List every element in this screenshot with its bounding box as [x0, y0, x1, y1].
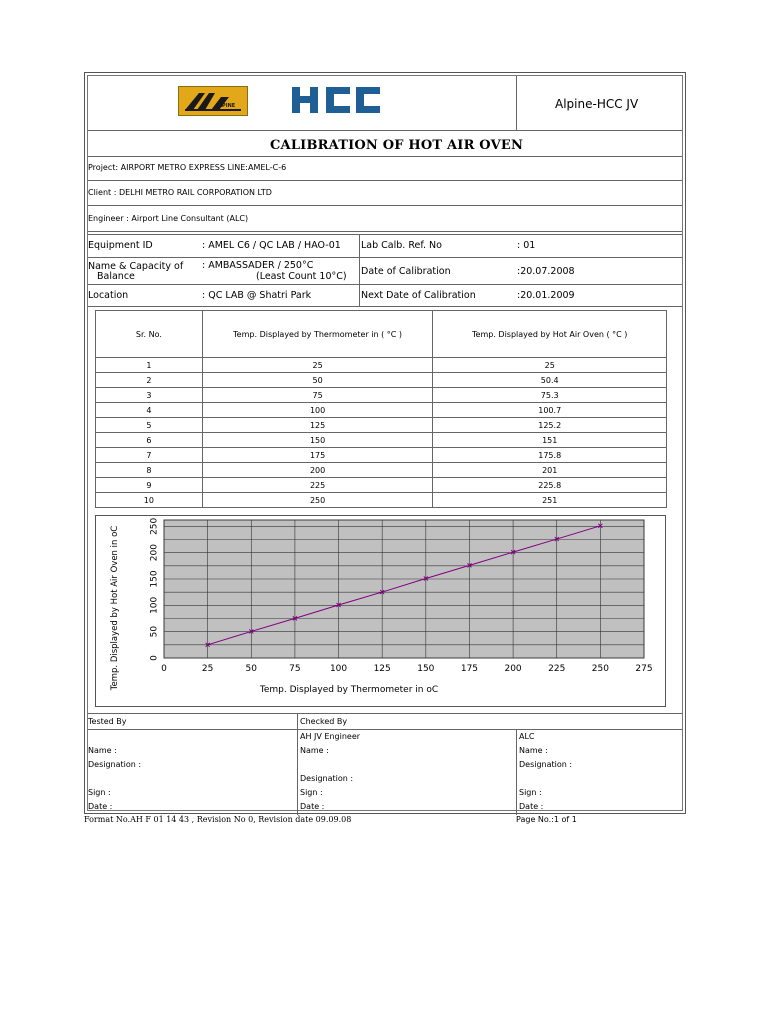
alpine-logo-text: ALPINE	[215, 103, 236, 109]
form-inner-border	[87, 75, 683, 811]
alc-label: ALC	[519, 732, 535, 741]
checker-name-label: Name :	[300, 746, 329, 755]
engineer-line: Engineer : Airport Line Consultant (ALC)	[88, 214, 249, 223]
y-tick-label: 100	[149, 596, 160, 614]
table-row	[96, 493, 667, 508]
table-cell: 175.8	[433, 448, 667, 463]
table-cell: 100.7	[433, 403, 667, 418]
rule	[88, 231, 682, 232]
table-cell: 7	[96, 448, 203, 463]
next-date-value: :20.01.2009	[517, 290, 575, 301]
name-capacity-value: : AMBASSADER / 250°C	[202, 260, 314, 271]
table-cell: 5	[96, 418, 203, 433]
x-tick-label: 75	[289, 664, 301, 674]
x-tick-label: 0	[161, 664, 167, 674]
table-row	[96, 418, 667, 433]
format-footer: Format No.AH F 01 14 43 , Revision No 0, Revision date 09.09.08	[84, 815, 352, 824]
least-count-value: (Least Count 10°C)	[256, 271, 347, 282]
table-row	[96, 478, 667, 493]
alc-sign-label: Sign :	[519, 788, 542, 797]
table-header-row	[96, 311, 667, 358]
tester-name-label: Name :	[88, 746, 117, 755]
header-divider	[516, 76, 517, 130]
x-axis-label: Temp. Displayed by Thermometer in oC	[259, 685, 439, 695]
checker-sign-label: Sign :	[300, 788, 323, 797]
tested-by-label: Tested By	[88, 717, 127, 726]
table-cell: 2	[96, 373, 203, 388]
table-cell: 250	[202, 493, 433, 508]
table-cell: 1	[96, 358, 203, 373]
location-value: : QC LAB @ Shatri Park	[202, 290, 312, 301]
table-cell: 125	[202, 418, 433, 433]
project-line: Project: AIRPORT METRO EXPRESS LINE:AMEL-C-6	[88, 163, 287, 172]
table-row	[96, 448, 667, 463]
calibration-chart	[95, 515, 666, 707]
alpine-logo	[178, 86, 248, 116]
table-cell: 10	[96, 493, 203, 508]
alc-name-label: Name :	[519, 746, 548, 755]
table-row	[96, 373, 667, 388]
table-cell: 3	[96, 388, 203, 403]
lab-ref-label: Lab Calb. Ref. No	[361, 240, 442, 251]
tester-date-label: Date :	[88, 802, 113, 811]
table-cell: 8	[96, 463, 203, 478]
y-tick-label: 200	[149, 544, 160, 562]
table-cell: 100	[202, 403, 433, 418]
table-cell: 151	[433, 433, 667, 448]
x-tick-label: 50	[245, 664, 257, 674]
y-axis-label: Temp. Displayed by Hot Air Oven in oC	[110, 525, 120, 691]
table-cell: 225	[202, 478, 433, 493]
equipment-id-label: Equipment ID	[88, 240, 153, 251]
table-cell: 50.4	[433, 373, 667, 388]
rule	[88, 257, 682, 258]
table-cell: 25	[202, 358, 433, 373]
alc-date-label: Date :	[519, 802, 544, 811]
calibration-form	[84, 72, 686, 814]
x-tick-label: 175	[460, 664, 479, 674]
table-row	[96, 358, 667, 373]
lab-ref-value: : 01	[517, 240, 536, 251]
plot-area	[164, 520, 644, 658]
page-number: Page No.:1 of 1	[516, 815, 577, 824]
table-cell: 4	[96, 403, 203, 418]
location-label: Location	[88, 290, 129, 301]
checker-designation-label: Designation :	[300, 774, 354, 783]
x-tick-label: 225	[548, 664, 566, 674]
x-tick-label: 250	[591, 664, 609, 674]
x-tick-label: 100	[329, 664, 348, 674]
table-row	[96, 463, 667, 478]
alc-designation-label: Designation :	[519, 760, 573, 769]
rule	[88, 130, 682, 131]
tester-designation-label: Designation :	[88, 760, 142, 769]
table-cell: 225.8	[433, 478, 667, 493]
rule	[88, 234, 682, 235]
name-capacity-label: Name & Capacity of	[88, 261, 184, 272]
table-header-cell: Sr. No.	[96, 311, 203, 358]
equipment-id-value: : AMEL C6 / QC LAB / HAO-01	[202, 240, 341, 251]
table-cell: 25	[433, 358, 667, 373]
next-date-label: Next Date of Calibration	[361, 290, 476, 301]
table-cell: 6	[96, 433, 203, 448]
x-tick-label: 150	[417, 664, 435, 674]
y-tick-label: 250	[149, 517, 160, 535]
rule	[88, 729, 682, 730]
y-tick-label: 50	[149, 625, 160, 638]
rule	[88, 180, 682, 181]
ah-jv-engineer-label: AH JV Engineer	[300, 732, 361, 741]
details-divider	[359, 234, 360, 306]
table-cell: 251	[433, 493, 667, 508]
checker-date-label: Date :	[300, 802, 325, 811]
rule	[88, 284, 682, 285]
signoff-divider	[297, 713, 298, 815]
signoff-divider	[516, 729, 517, 815]
x-tick-label: 25	[201, 664, 214, 674]
table-row	[96, 403, 667, 418]
x-tick-label: 125	[373, 664, 391, 674]
table-cell: 75.3	[433, 388, 667, 403]
table-cell: 201	[433, 463, 667, 478]
table-header-cell: Temp. Displayed by Hot Air Oven ( °C )	[433, 311, 667, 358]
checked-by-label: Checked By	[300, 717, 348, 726]
company-name: Alpine-HCC JV	[555, 97, 639, 111]
calibration-table	[95, 310, 667, 508]
date-cal-value: :20.07.2008	[517, 266, 575, 277]
table-row	[96, 433, 667, 448]
x-tick-label: 200	[504, 664, 522, 674]
y-tick-label: 150	[149, 570, 160, 588]
table-cell: 200	[202, 463, 433, 478]
rule	[88, 156, 682, 157]
table-cell: 125.2	[433, 418, 667, 433]
table-row	[96, 388, 667, 403]
table-cell: 75	[202, 388, 433, 403]
rule	[88, 205, 682, 206]
table-cell: 175	[202, 448, 433, 463]
table-cell: 150	[202, 433, 433, 448]
table-header-cell: Temp. Displayed by Thermometer in ( °C )	[202, 311, 433, 358]
hcc-logo	[290, 86, 382, 114]
page-title: CALIBRATION OF HOT AIR OVEN	[270, 138, 524, 153]
table-cell: 50	[202, 373, 433, 388]
x-tick-label: 275	[635, 664, 653, 674]
table-cell: 9	[96, 478, 203, 493]
rule	[88, 713, 682, 714]
y-tick-label: 0	[149, 655, 160, 661]
client-line: Client : DELHI METRO RAIL CORPORATION LTD	[88, 188, 272, 197]
rule	[88, 306, 682, 307]
date-cal-label: Date of Calibration	[361, 266, 451, 277]
name-capacity-label-2: Balance	[97, 271, 135, 282]
tester-sign-label: Sign :	[88, 788, 111, 797]
